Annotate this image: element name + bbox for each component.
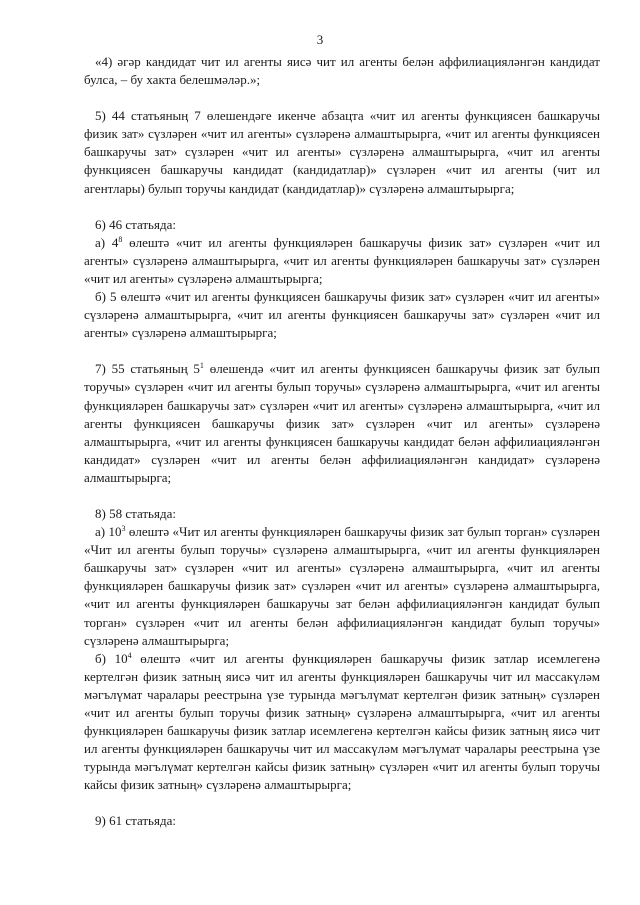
paragraph-item-8b: б) $10^4$ өлештә «чит ил агенты функцияләрен башкаручы физик затлар исемлегенә кертелгән физик затның яисә чит ил агенты функцияләрен башкаручы чит ил массакүләм мәгълүмат чаралары реестрына үзе турында мәгълүмат кертелгән физик затның» сүзләрен «чит ил агенты булып торучы физик затның» сүзләренә алмаштырырга, «чит ил агенты функцияләрен башкаручы физик затлар исемлегенә кертелгән кайсы физик затның яисә чит ил агенты функцияләрен башкаручы чит ил массакүләм мәгълүмат чаралары реестрына үзе турында мәгълүмат кертелгән кайсы физик затның» сүзләрен «чит ил агенты булып торучы кайсы физик затның» сүзләренә алмаштырырга;	[84, 650, 600, 793]
paragraph-item-4: «4) әгәр кандидат чит ил агенты яисә чит ил агенты белән аффилиацияләнгән кандидат булса, – бу хакта белешмәләр.»;	[84, 54, 600, 88]
page-number: 3	[316, 32, 324, 47]
document-body	[84, 53, 600, 831]
paragraph-item-6-heading: 6) 46 статьяда:	[95, 216, 176, 232]
paragraph-item-8-heading: 8) 58 статьяда:	[95, 505, 176, 521]
paragraph-item-5: 5) 44 статьяның 7 өлешендәге икенче абзацта «чит ил агенты функциясен башкаручы физик зат» сүзләрен «чит ил агенты» сүзләренә алмаштырырга, «чит ил агенты функциясен башкаручы зат» сүзләрен «чит ил агенты» сүзләренә алмаштырырга, «чит ил агенты функциясен башкаручы кандидат (кандидатлар)» сүзләрен «чит ил агенты (чит ил агентлары) булып торучы кандидат (кандидатлар)» сүзләренә алмаштырырга;	[84, 108, 600, 196]
paragraph-item-7: 7) 55 статьяның $5^1$ өлешендә «чит ил агенты функциясен башкаручы физик зат булып торучы» сүзләрен «чит ил агенты булып торучы» сүзләренә алмаштырырга, «чит ил агенты функцияләрен башкаручы зат» сүзләрен «чит ил агенты» сүзләренә алмаштырырга, «чит ил агенты функциясен башкаручы физик зат» сүзләрен «чит ил агенты» сүзләренә алмаштырырга, «чит ил агенты функциясен башкаручы кандидат белән аффилиацияләнгән кандидат» сүзләрен «чит ил агенты белән аффилиацияләнгән кандидат» сүзләренә алмаштырырга;	[84, 361, 600, 485]
paragraph-item-8a: а) $10^3$ өлештә «Чит ил агенты функцияләрен башкаручы физик зат булып торган» сүзләрен «Чит ил агенты булып торучы» сүзләренә алмаштырырга, «чит ил агенты функцияләрен башкаручы зат» сүзләрен «чит ил агенты» сүзләренә алмаштырырга, «чит ил агенты функцияләрен башкаручы физик зат» сүзләрен «чит ил агенты» сүзләренә алмаштырырга, «чит ил агенты функцияләрен башкаручы зат белән аффилиацияләнгән кандидат булып торган» сүзләрен «чит ил агенты белән аффилиацияләнгән кандидат булып торучы» сүзләренә алмаштырырга;	[84, 524, 600, 648]
paragraph-item-6b: б) 5 өлештә «чит ил агенты функциясен башкаручы физик зат» сүзләрен «чит ил агенты» сүзләренә алмаштырырга, «чит ил агенты функциясен башкаручы зат» сүзләрен «чит ил агенты» сүзләренә алмаштырырга;	[84, 289, 600, 341]
paragraph-item-9-heading: 9) 61 статьяда:	[95, 813, 176, 829]
paragraph-item-6a: а) $4^8$ өлештә «чит ил агенты функцияләрен башкаручы физик зат» сүзләрен «чит ил агенты» сүзләренә алмаштырырга, «чит ил агенты функцияләрен башкаручы зат» сүзләрен «чит ил агенты» сүзләренә алмаштырырга;	[84, 234, 600, 286]
